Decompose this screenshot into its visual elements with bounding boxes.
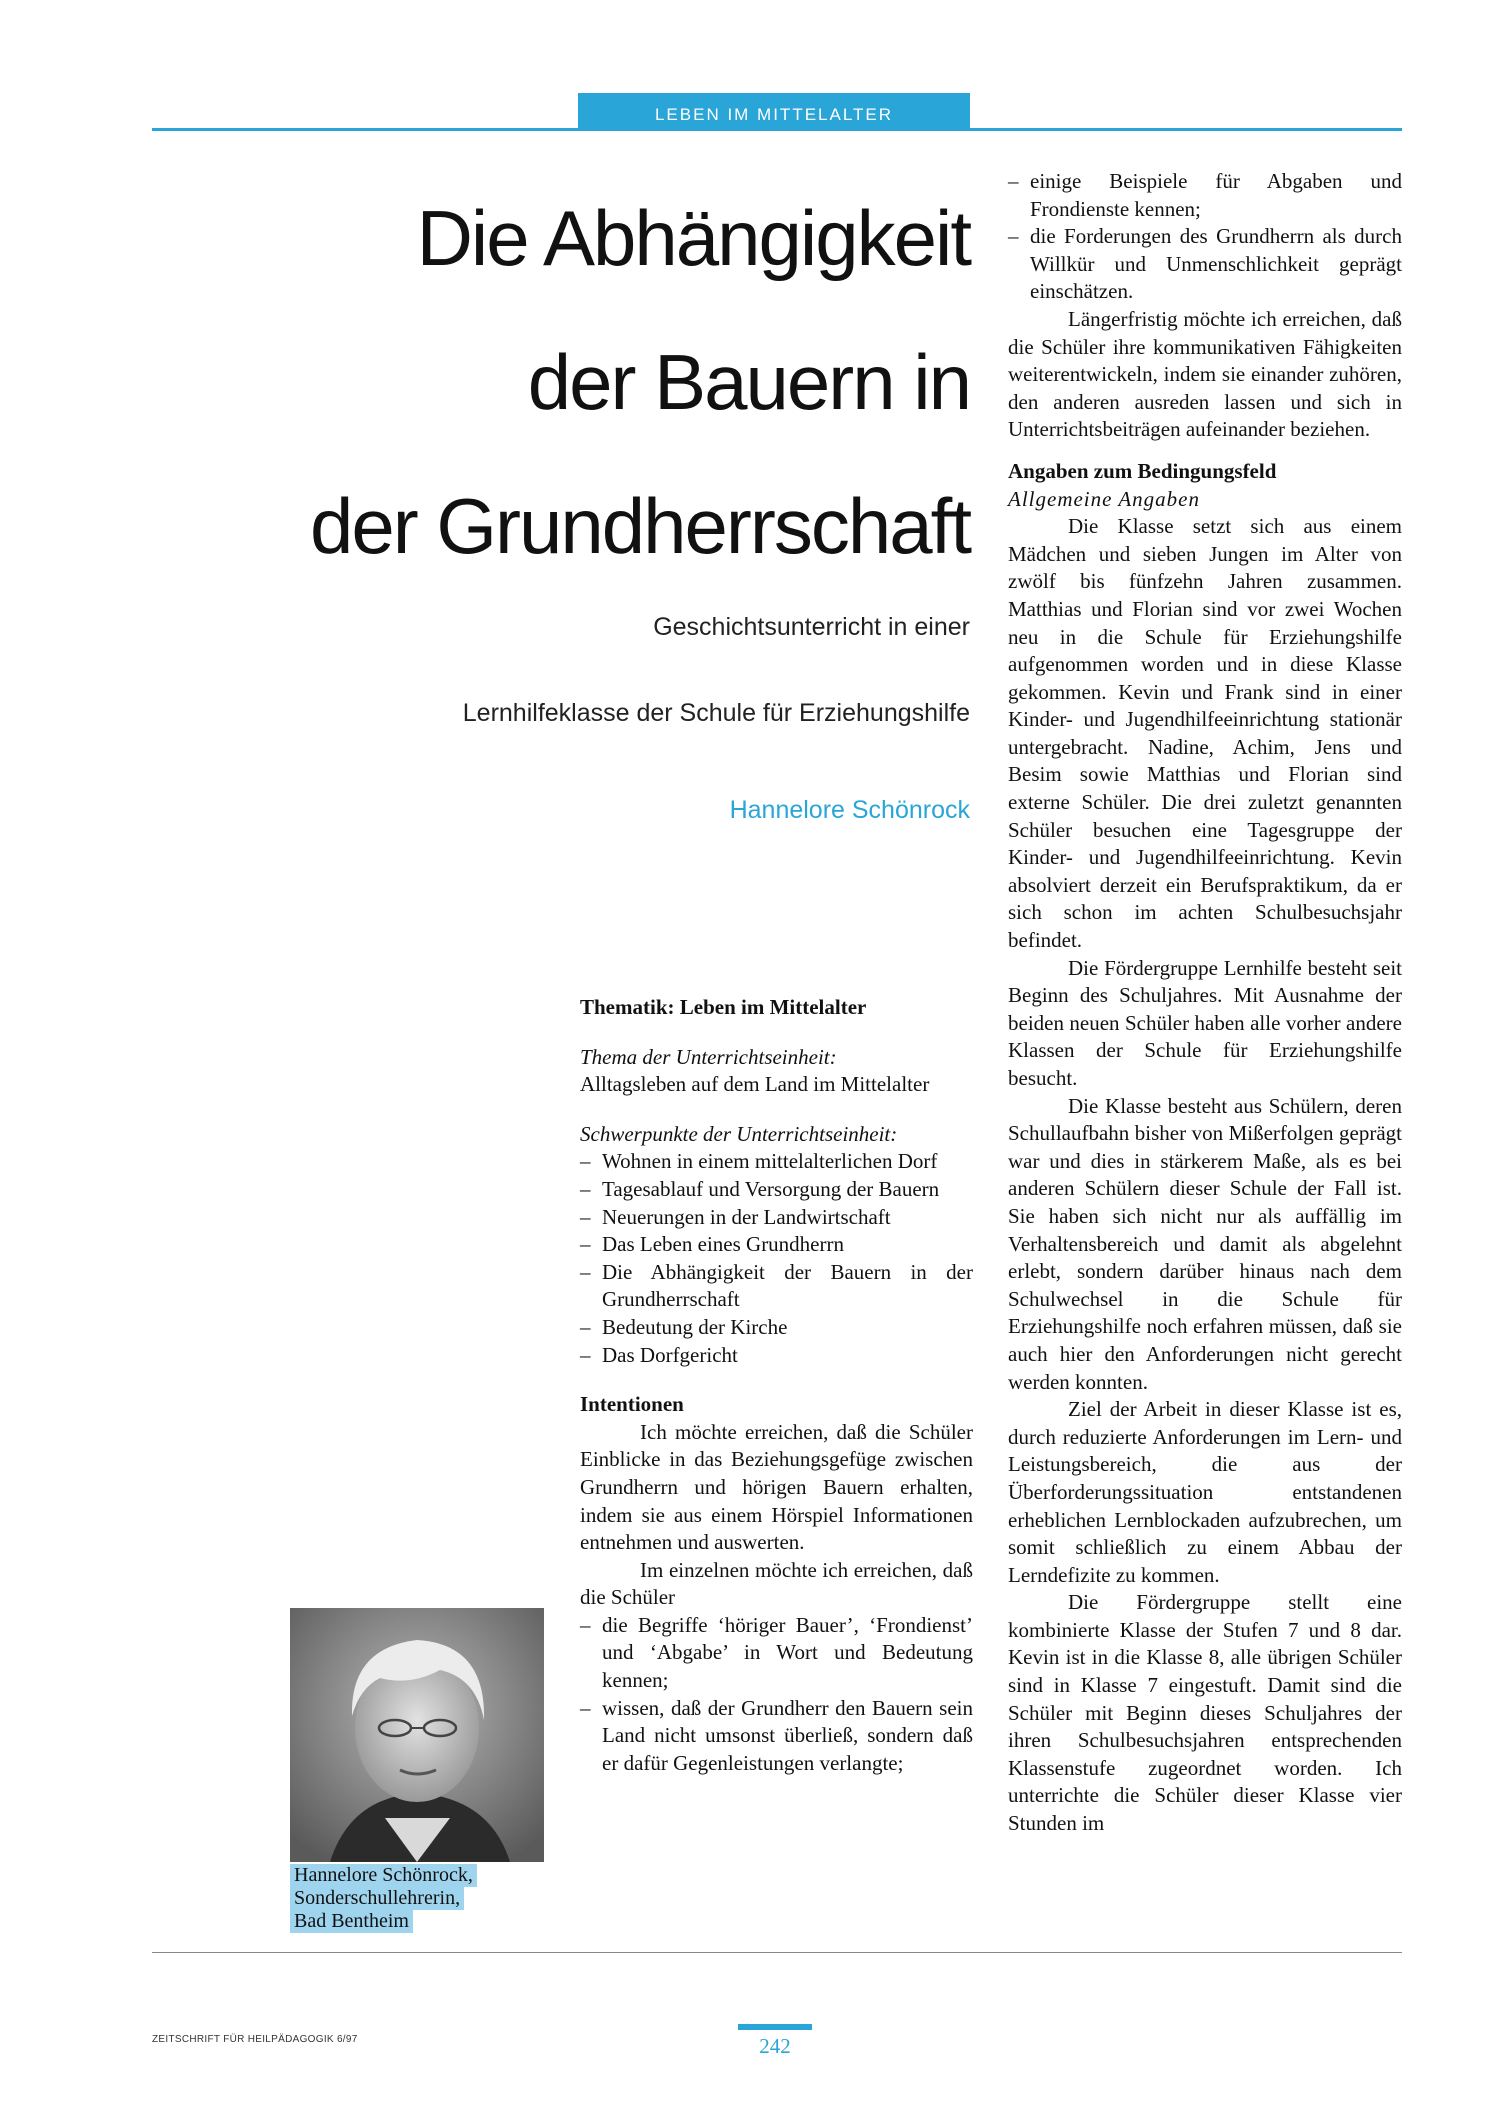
bedingungsfeld-heading: Angaben zum Bedingungsfeld (1008, 458, 1277, 483)
body-paragraph: Die Klasse besteht aus Schülern, deren Schullaufbahn bisher von Mißerfolgen geprägt war und dies in stärkerem Maße, als es bei anderen Schülern dieser Schule der Fall ist. Sie haben sich nicht nur als auffällig im Verhaltensbereich und damit als abgelehnt erlebt, sondern darüber hinaus nach dem Schulwechsel in die Schule für Erziehungshilfe noch erfahren müssen, daß sie auch hier den Anforderungen nicht gerecht werden konnten. (1008, 1093, 1402, 1394)
laengerfristig-paragraph: Längerfristig möchte ich erreichen, daß die Schüler ihre kommunikativen Fähigkeiten weiterentwickeln, indem sie einander zuhören, den anderen ausreden lassen und sich in Unterrichtsbeiträgen aufeinander beziehen. (1008, 306, 1402, 442)
schwerpunkte-list (580, 1148, 973, 1369)
thematik-heading: Thematik: Leben im Mittelalter (580, 995, 867, 1019)
list-item: – Neuerungen in der Landwirtschaft (580, 1204, 973, 1232)
list-item: – wissen, daß der Grundherr den Bauern sein Land nicht umsonst überließ, sondern daß er dafür Gegenleistungen verlangte; (580, 1695, 973, 1778)
list-item: – Tagesablauf und Versorgung der Bauern (580, 1176, 973, 1204)
allgemein-subheading: Allgemeine Angaben (1008, 486, 1200, 511)
photo-caption (294, 1864, 537, 1933)
middle-column (580, 994, 973, 1777)
journal-name: ZEITSCHRIFT FÜR HEILPÄDAGOGIK 6/97 (152, 2034, 358, 2045)
caption-line-2: Sonderschullehrerin, (290, 1887, 464, 1910)
caption-line-3: Bad Bentheim (290, 1910, 413, 1933)
article-subtitle (170, 612, 970, 784)
title-line-1: Die Abhängigkeit (416, 194, 970, 282)
list-item: – die Begriffe ‘höriger Bauer’, ‘Frondienst’ und ‘Abgabe’ in Wort und Bedeutung kennen; (580, 1612, 973, 1695)
list-item: – Bedeutung der Kirche (580, 1314, 973, 1342)
body-paragraph: Die Klasse setzt sich aus einem Mädchen und sieben Jungen im Alter von zwölf bis fünfzehn Jahren zusammen. Matthias und Florian sind vor zwei Wochen neu in die Schule für Erziehungshilfe aufgenommen worden und in diese Klasse gekommen. Kevin und Frank sind in einer Kinder- und Jugendhilfeeinrichtung stationär untergebracht. Nadine, Achim, Jens und Besim sowie Matthias und Florian sind externe Schüler. Die drei zuletzt genannten Schüler besuchen eine Tagesgruppe der Kinder- und Jugendhilfeeinrichtung. Kevin absolviert derzeit ein Berufspraktikum, da er sich schon im achten Schulbesuchsjahr befindet. (1008, 514, 1402, 953)
body-paragraph: Ziel der Arbeit in dieser Klasse ist es, durch reduzierte Anforderungen im Lern- und Leistungsbereich, die aus der Überforderungssituation entstandenen erheblichen Lernblockaden aufzubrechen, um somit schließlich zu einem Abbau der Lerndefizite zu kommen. (1008, 1397, 1402, 1587)
body-paragraph: Die Fördergruppe stellt eine kombinierte Klasse der Stufen 7 und 8 dar. Kevin ist in die Klasse 8, alle übrigen Schüler sind in Klasse 7 eingestuft. Damit sind die Schüler mit Beginn dieses Schuljahres der ihren Schulbesuchsjahren entsprechenden Klassenstufe zugeordnet worden. Ich unterrichte die Schüler dieser Klasse vier Stunden im (1008, 1590, 1402, 1836)
page-number-bar (738, 2024, 812, 2030)
intentionen-heading: Intentionen (580, 1392, 684, 1417)
intentionen-paragraph: Ich möchte erreichen, daß die Schüler Einblicke in das Beziehungsgefüge zwischen Grundherrn und hörigen Bauern erhalten, indem sie aus einem Hörspiel Informationen entnehmen und auswerten. (580, 1419, 973, 1555)
list-item: – einige Beispiele für Abgaben und Frondienste kennen; (1008, 168, 1402, 223)
schwerpunkte-label: Schwerpunkte der Unterrichtseinheit: (580, 1121, 898, 1146)
intentionen-list (580, 1612, 973, 1778)
page-number: 242 (759, 2034, 791, 2058)
body-paragraph: Die Fördergruppe Lernhilfe besteht seit Beginn des Schuljahres. Mit Ausnahme der beiden neuen Schüler haben alle vorher andere Klassen der Schule für Erziehungshilfe besucht. (1008, 955, 1402, 1090)
right-column (1008, 168, 1402, 1838)
list-item: – Die Abhängigkeit der Bauern in der Grundherrschaft (580, 1259, 973, 1314)
header-rule (152, 128, 1402, 131)
intentionen-list-continued (1008, 168, 1402, 306)
list-item: – Das Leben eines Grundherrn (580, 1231, 973, 1259)
list-item: – Wohnen in einem mittelalterlichen Dorf (580, 1148, 973, 1176)
subtitle-line-2: Lernhilfeklasse der Schule für Erziehungshilfe (462, 699, 970, 727)
author-name: Hannelore Schönrock (729, 796, 970, 824)
portrait-image (290, 1608, 544, 1862)
subtitle-line-1: Geschichtsunterricht in einer (653, 613, 970, 641)
title-line-3: der Grundherrschaft (309, 482, 970, 570)
thema-text: Alltagsleben auf dem Land im Mittelalter (580, 1072, 930, 1097)
section-header-tab: LEBEN IM MITTELALTER (578, 93, 970, 131)
title-line-2: der Bauern in (527, 338, 970, 426)
list-item: – Das Dorfgericht (580, 1342, 973, 1370)
list-item: – die Forderungen des Grundherrn als durch Willkür und Unmenschlichkeit geprägt einschätzen. (1008, 223, 1402, 306)
intentionen-paragraph-2: Im einzelnen möchte ich erreichen, daß die Schüler (580, 1557, 973, 1610)
thema-label: Thema der Unterrichtseinheit: (580, 1044, 837, 1069)
author-photo (290, 1608, 544, 1862)
caption-line-1: Hannelore Schönrock, (290, 1864, 477, 1887)
footer-rule (152, 1952, 1402, 1953)
article-title (170, 188, 970, 620)
